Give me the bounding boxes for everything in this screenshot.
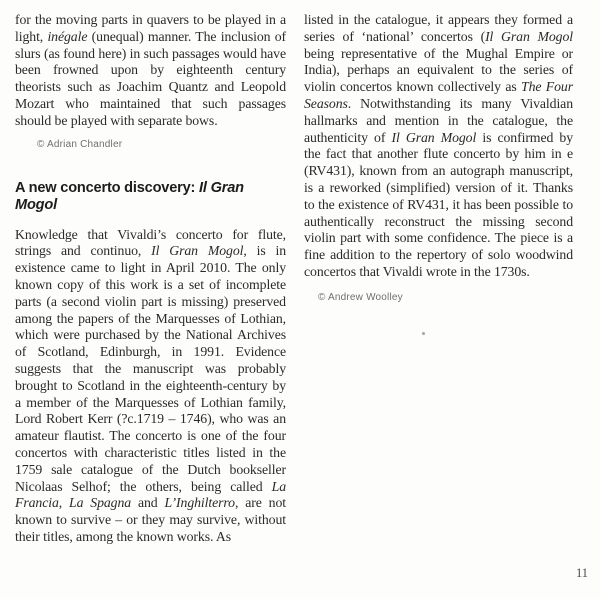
discovery-paragraph-right: listed in the catalogue, it appears they formed a series of ‘national’ concertos (Il Gran Mogol being representative of the Mughal Empire or India), perhaps an equivalent to the series of violin concertos known collectively as The Four Seasons. Notwithstanding its many Vivaldian hallmarks and mention in the catalogue, the authenticity of Il Gran Mogol is confirmed by the fact that another flute concerto by him in e (RV431), known from an autograph manuscript, is a reworked (simplified) version of it. Thanks to the existence of RV431, it has been possible to authentically reconstruct the missing second violin part with some confidence. The piece is a fine addition to the repertory of solo woodwind concertos that Vivaldi wrote in the 1730s. (304, 12, 573, 279)
right-column (304, 12, 573, 304)
section-heading: A new concerto discovery: Il Gran Mogol (15, 179, 244, 213)
intro-paragraph: for the moving parts in quavers to be played in a light, inégale (unequal) manner. The inclusion of slurs (as found here) in such passages would have been frowned upon by eighteenth century theorists such as Joachim Quantz and Leopold Mozart who maintained that such passages should be played with separate bows. (15, 12, 286, 128)
credit-adrian-chandler: © Adrian Chandler (37, 138, 123, 150)
print-speck (422, 332, 425, 335)
page-number: 11 (576, 566, 589, 580)
discovery-paragraph-left: Knowledge that Vivaldi’s concerto for flute, strings and continuo, Il Gran Mogol, is in existence came to light in April 2010. The only known copy of this work is a set of incomplete parts (a second violin part is missing) preserved among the papers of the Marquesses of Lothian, which were purchased by the National Archives of Scotland, Edinburgh, in 1991. Evidence suggests that the manuscript was probably brought to Scotland in the eighteenth-century by a member of the Marquesses of Lothian family, Lord Robert Kerr (?c.1719 – 1746), who was an amateur flautist. The concerto is one of the four concertos with characteristic titles listed in the 1759 sale catalogue of the Dutch bookseller Nicolaas Selhof; the others, being called La Francia, La Spagna and L’Inghilterro, are not known to survive – or they may survive, without their titles, among the known works. As (15, 226, 286, 544)
left-column (15, 12, 286, 546)
credit-andrew-woolley: © Andrew Woolley (318, 291, 403, 303)
